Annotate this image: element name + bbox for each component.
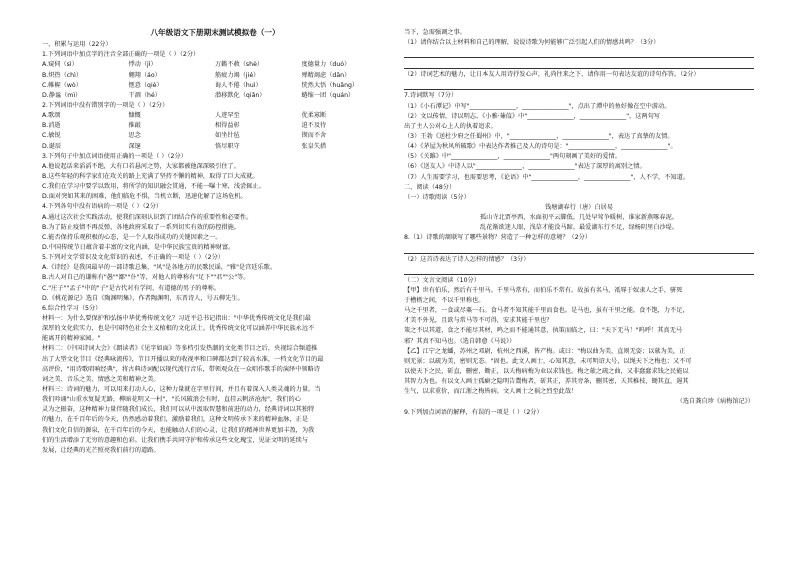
text-line: 则无景；以疏为美，密则无态。"固也。此文人画士，心知其意，未可明诏大号，以绳天下之梅也；又不可 (404, 357, 692, 365)
text-line: 们的生活增添了无穷的意趣和色彩。让我们携手共同守护和传承这些文化瑰宝，见证文明的延续与 (42, 436, 309, 444)
text-line: 4.下列各句中没有语病的一项是（ ）（2分） (42, 203, 163, 211)
option-text: 恪尽职守 (215, 142, 240, 150)
text-line: （2）诗词艺术的魅力，让日本友人用诗抒发心声，礼尚往来之下，请你用一句表达友谊的诗句作答。（2分） (404, 71, 700, 79)
text-line: D.中国传统节日蕴含着丰富的文化内涵，是中华民族宝贵的精神财富。 (42, 243, 235, 251)
option-text: 悸动（jì） (128, 61, 157, 69)
option-text: 张皇失措 (301, 142, 327, 150)
text-line: 深厚的文化软实力，也是中国特色社会主义植根的文化沃土。优秀传统文化可以涵养中华民族永远不 (42, 325, 315, 333)
text-line: C.能否保持乐观积极的心态，是一个人取得成功的关键因素之一。 (42, 233, 222, 241)
right-column (404, 28, 754, 418)
text-line: 马之千里者，一食或尽粟一石。食马者不知其能千里而食也。是马也，虽有千里之能，食不饱，力不足， (404, 307, 689, 315)
text-line: （一）诗歌阅读（5分） (404, 193, 470, 201)
answer-options (42, 71, 388, 81)
option-text: 深邃 (128, 142, 141, 150)
text-line: 于槽枥之间，不以千里称也。 (404, 296, 485, 304)
answer-blank-line[interactable] (404, 59, 754, 69)
text-line: 其智力为也。有以文人画士孤癖之隐明告鬻梅者，斫其正，养其旁条，删其密，夭其稚枝，锄其直，遏其 (404, 378, 689, 386)
text-line: A.《诗经》是我国最早的一部诗歌总集，"风"是各地方的民歌民谣，"雅"是宫廷乐歌。 (42, 264, 277, 272)
text-line: B.古人对自己的谦称有"愚""鄙""仆"等，对他人的尊称有"足下""君""公"等。 (42, 274, 250, 282)
option-text: C.帷幄（wò） (42, 81, 82, 89)
answer-options (42, 111, 388, 121)
text-line: 二、阅读（48分） (404, 183, 456, 191)
exam-title: 八年级语文下册期末测试模拟卷（一） (150, 28, 280, 37)
text-line: 策之不以其道，食之不能尽其材，鸣之而不能通其意，执策而临之，曰："天下无马！"呜呼！其真无马 (404, 327, 682, 335)
text-line: （2）文以传情，诗以明志。《小雅·蒹葭》中"_______________，_______________"，这两句写 (404, 112, 660, 120)
option-text: 恍然大悟（huǎng） (301, 81, 359, 89)
text-line: 3.下列句子中加点词语使用正确的一项是（ ）（2分） (42, 152, 187, 160)
text-line: （1）《小石潭记》中写"_______________，_______________"，点出了潭中的鱼好像在空中游动。 (404, 102, 671, 110)
text-line: 生气，以求重价，而江浙之梅皆病。文人画士之祸之烈至此哉！ (404, 388, 578, 396)
option-text: 干涸（hé） (128, 91, 161, 99)
option-text: 蜷缩一团（quán） (301, 91, 355, 99)
poem-line: 钱塘湖春行（唐）白居易 (544, 203, 614, 211)
text-line: （6）《送友人》中诗人以"_______________，_______________"表达了深厚的离别之情。 (404, 163, 646, 171)
text-line: 8.（1）诗歌的颔联写了哪些景物？营造了一种怎样的意境？（2分） (404, 234, 592, 242)
answer-blank-line[interactable] (404, 48, 754, 58)
option-text: 惬意（qiè） (128, 81, 163, 89)
text-line: 材料一：为什么要保护和弘扬中华优秀传统文化？习近平总书记指出："中华优秀传统文化是我们最 (42, 314, 311, 322)
option-text: 慷慨 (128, 112, 141, 120)
poem-line: 乱花渐欲迷人眼，浅草才能没马蹄。最爱湖东行不足，绿杨阴里白沙堤。 (480, 224, 678, 232)
option-text: 思念 (128, 132, 141, 140)
text-line: 邪？其真不知马也。（选自韩愈《马说》） (404, 337, 516, 345)
poem-line: 孤山寺北贾亭西，水面初平云脚低。几处早莺争暖树，谁家新燕啄春泥。 (480, 214, 678, 222)
option-text: 优柔寡断 (301, 112, 327, 120)
text-line: 才美不外见，且欲与常马等不可得，安求其能千里也？ (404, 317, 553, 325)
text-line: （5）《关雎》中"_______________，_______________"两句刻画了美好的爱情。 (404, 153, 621, 161)
option-text: C.敏锐 (42, 132, 61, 140)
option-text: 潜移默化（qiǎn） (215, 91, 266, 99)
answer-blank-line[interactable] (404, 80, 754, 90)
option-text: B.炽热（chì） (42, 71, 83, 79)
text-line: 出了主人公对心上人的执着追求。 (404, 122, 497, 130)
text-line: 材料三：诗词的魅力，可以用来打动人心，这种力量就在字里行间，并且有着深入人类灵魂的力量。当 (42, 385, 321, 393)
text-line: 出了大型文化节目《经典咏流传》，节目开播以来的收视率和口碑都达到了较高水准，一档文化节目的最 (42, 355, 324, 363)
answer-blank-line[interactable] (404, 244, 754, 254)
text-line: （7）人生需要学习，也需要思考，《论语》中"_______________，_______________"，人不学，不知道。 (404, 173, 689, 181)
text-line: 我们文化自信的源泉，在千百年后的今天，也能触动人们的心灵，让我们的精神世界更加丰盈，为我 (42, 426, 315, 434)
option-text: 相得益彰 (215, 122, 240, 130)
option-text: B.消逝 (42, 122, 61, 130)
text-line: （3）王勃《送杜少府之任蜀州》中，"_______________，_______________"，表达了真挚的友情。 (404, 132, 674, 140)
text-line: C.我们在学习中要学以致用，将所学的知识融会贯通，不能一曝十寒，浅尝辄止。 (42, 183, 265, 191)
option-text: 筋疲力竭（jié） (215, 71, 260, 79)
text-line: 一、积累与运用（22分） (42, 41, 112, 49)
text-line: 【乙】江宁之龙蟠，苏州之邓尉，杭州之西溪，皆产梅。或曰："梅以曲为美，直则无姿；以欹为美，正 (404, 347, 686, 355)
text-line: 材料二：《中国诗词大会》《朗读者》《见字如面》等多档引发热潮的文化类节目之后，央视综合频道推 (42, 345, 318, 353)
option-text: 人迹罕至 (215, 112, 240, 120)
answer-options (42, 81, 388, 91)
text-line: 1.下列词语中加点字的注音全部正确的一项是（ ）（2分） (42, 51, 200, 59)
option-text: D.诞辰 (42, 142, 62, 150)
option-text: 推敲 (128, 122, 141, 130)
option-text: 锲而不舍 (301, 132, 327, 140)
answer-options (42, 91, 388, 101)
option-text: 殚精竭虑（dān） (301, 71, 351, 79)
text-line: B.这些年轻的科学家们在攻关的路上充满了坚持不懈的精神，取得了巨大成就。 (42, 172, 259, 180)
text-line: 7.诗词默写（7分） (404, 92, 458, 100)
option-text: 翱翔（áo） (128, 71, 161, 79)
text-line: 高评价，"用诗歌唱响经典"，将古典诗词配以现代流行音乐，带领观众在一众唱作歌手的演绎中领略诗 (42, 365, 320, 373)
text-line: （1）请你结合以上材料和自己的理解，说说诗歌为何能够广泛引起人们的情感共鸣？（3分） (404, 39, 660, 47)
text-line: 的魅力，在千百年后的今天，仍然感动着我们，激励着我们，这种文明传承下来的精神血脉，正是 (42, 416, 309, 424)
text-line: （二）文言文阅读（10分） (404, 276, 480, 284)
option-text: 度德量力（duó） (301, 61, 351, 69)
text-line: 2.下列词语中没有错别字的一项是（ ）（2分） (42, 102, 169, 109)
text-line: B.为了防止疫情不再反弹，各地政府采取了一系列切实有效的防控措施。 (42, 223, 241, 231)
text-line: 6.综合性学习（5分） (42, 304, 102, 312)
text-line: 词之美、音乐之美、情感之美和精神之美。 (42, 375, 160, 383)
answer-blank-line[interactable] (404, 265, 754, 275)
text-line: （2）这首诗表达了诗人怎样的情感？（3分） (404, 255, 530, 263)
text-line: 能离开的精神家园。" (42, 335, 101, 343)
option-text: A.窥伺（sì） (42, 61, 78, 69)
text-line: （4）《茅屋为秋风所破歌》中表达作者推己及人的诗句是："_______________，_______________"。 (404, 143, 677, 151)
text-line: 我们吟诵"山重水复疑无路，柳暗花明又一村"，"长风破浪会有时，直挂云帆济沧海"，我们的心 (42, 396, 301, 404)
text-line: D.面对突如其来的困难，他们临危不惧，当机立断，迅速化解了这场危机。 (42, 193, 247, 201)
text-line: 9.下列加点词语的解释，有误的一项是（ ）（2分） (404, 408, 543, 416)
option-text: 如坐针毡 (215, 132, 240, 140)
text-line: C."庄子""孟子"中的"子"是古代对有学问、有道德的男子的尊称。 (42, 284, 221, 292)
answer-options (42, 142, 388, 152)
option-text: 迫不及待 (301, 122, 327, 130)
answer-options (42, 131, 388, 141)
text-line: 发展，让经典的光芒照亮我们前行的道路。 (42, 446, 160, 454)
text-line: 5.下列对文学常识及文化常识的表述，不正确的一项是（ ）（2分） (42, 254, 224, 262)
text-line: D.《桃花源记》选自《陶渊明集》，作者陶渊明，东晋诗人，号五柳先生。 (42, 294, 244, 302)
text-line: 当下，急需强调之事。 (404, 29, 466, 36)
option-text: 诲人不倦（huì） (215, 81, 262, 89)
answer-options (42, 121, 388, 131)
text-line: 以使天下之民，斫直，删密，锄正，以夭梅病梅为业以求钱也。梅之欹之疏之曲，又非蠢蠢求钱之民能以 (404, 367, 689, 375)
left-column (42, 28, 388, 456)
option-text: A.歌颂 (42, 112, 61, 120)
text-line: 灵为之振奋，这种精神力量伴随我们成长，我们可以从中汲取智慧和前进的动力，经典诗词以其独特 (42, 406, 315, 414)
option-text: 万籁不赦（shè） (215, 61, 264, 69)
option-text: D.静谧（mì） (42, 91, 82, 99)
source-note: （选自龚自珍《病梅馆记》） (676, 398, 754, 406)
answer-options (42, 60, 388, 70)
text-line: 【甲】世有伯乐，然后有千里马。千里马常有，而伯乐不常有。故虽有名马，祗辱于奴隶人之手，骈死 (404, 286, 683, 294)
text-line: A.他说起话来滔滔不绝，大有口若悬河之势，大家都被他深深吸引住了。 (42, 162, 240, 170)
text-line: A.通过这次社会实践活动，使我们深刻认识到了团结合作的重要性和必要性。 (42, 213, 253, 221)
